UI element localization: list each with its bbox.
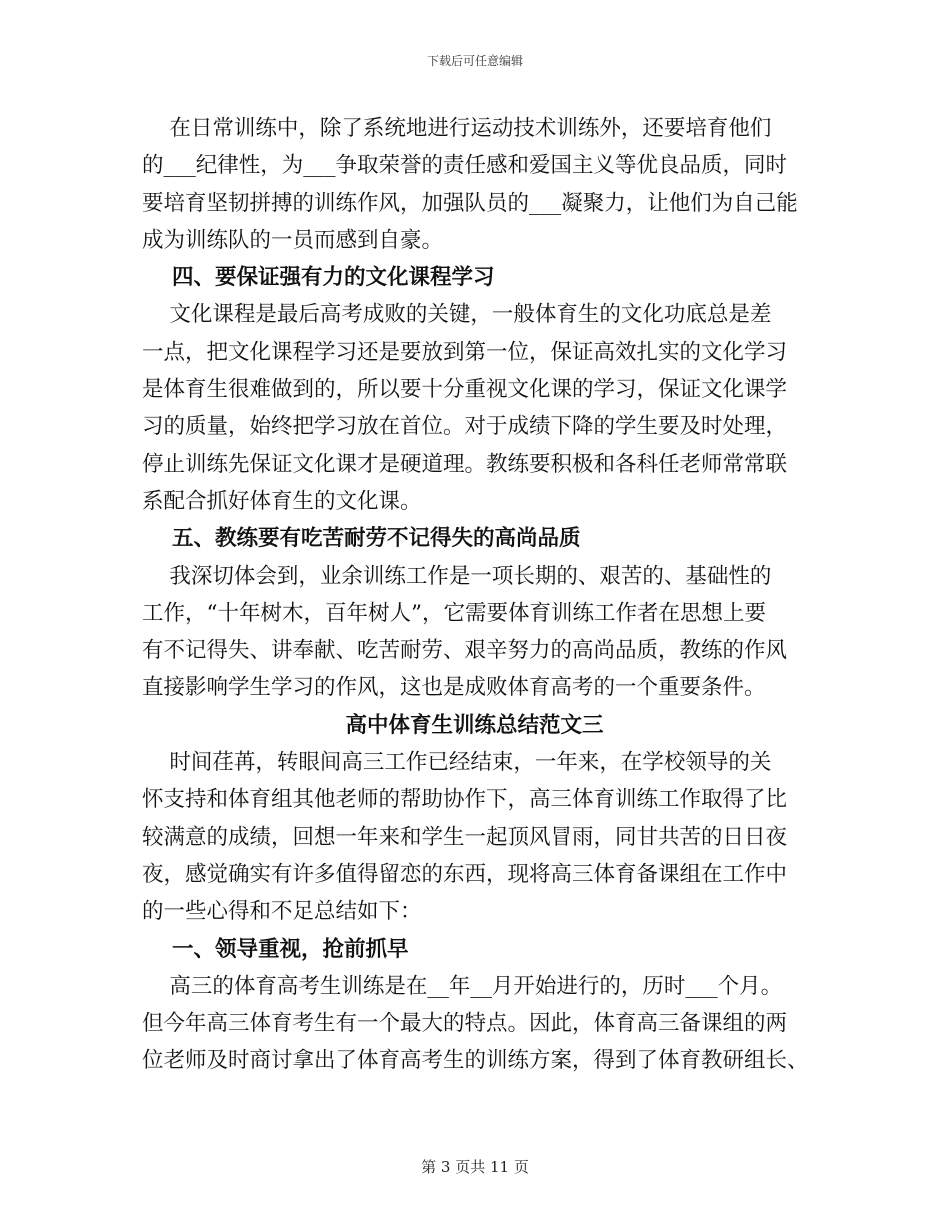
body-text-line: 要培育坚韧拼搏的训练作风，加强队员的___凝聚力，让他们为自己能 — [142, 190, 798, 216]
body-text-line: 高三的体育高考生训练是在__年__月开始进行的，历时___个月。 — [142, 973, 783, 999]
body-text-line: 的___纪律性，为___争取荣誉的责任感和爱国主义等优良品质，同时 — [142, 153, 788, 179]
body-text-line: 是体育生很难做到的，所以要十分重视文化课的学习，保证文化课学 — [142, 377, 788, 403]
section-heading: 一、领导重视，抢前抓早 — [142, 936, 409, 962]
body-text-line: 有不记得失、讲奉献、吃苦耐劳、艰辛努力的高尚品质，教练的作风 — [142, 638, 788, 664]
body-text-line: 夜，感觉确实有许多值得留恋的东西，现将高三体育备课组在工作中 — [142, 861, 788, 887]
body-text-line: 但今年高三体育考生有一个最大的特点。因此，体育高三备课组的两 — [142, 1011, 788, 1037]
body-text-line: 位老师及时商讨拿出了体育高考生的训练方案，得到了体育教研组长、 — [142, 1048, 809, 1074]
body-text-line: 文化课程是最后高考成败的关键，一般体育生的文化功底总是差 — [142, 302, 772, 328]
body-text-line: 较满意的成绩，回想一年来和学生一起顶风冒雨，同甘共苦的日日夜 — [142, 824, 788, 850]
document-body — [142, 110, 807, 1080]
section-title: 高中体育生训练总结范文三 — [345, 712, 604, 738]
body-text-line: 习的质量，始终把学习放在首位。对于成绩下降的学生要及时处理， — [142, 414, 788, 440]
body-text-line: 在日常训练中，除了系统地进行运动技术训练外，还要培育他们 — [142, 116, 772, 141]
body-text-line: 一点，把文化课程学习还是要放到第一位，保证高效扎实的文化学习 — [142, 339, 788, 365]
section-heading: 五、教练要有吃苦耐劳不记得失的高尚品质 — [142, 526, 581, 552]
body-text-line: 怀支持和体育组其他老师的帮助协作下，高三体育训练工作取得了比 — [142, 787, 788, 813]
section-heading: 四、要保证强有力的文化课程学习 — [142, 265, 495, 291]
body-text-line: 直接影响学生学习的作风，这也是成败体育高考的一个重要条件。 — [142, 675, 766, 701]
body-text-line: 停止训练先保证文化课才是硬道理。教练要积极和各科任老师常常联 — [142, 451, 788, 477]
body-text-line: 成为训练队的一员而感到自豪。 — [142, 227, 444, 253]
body-text-line: 系配合抓好体育生的文化课。 — [142, 488, 422, 514]
page-header: 下载后可任意编辑 — [426, 54, 523, 68]
body-text-line: 我深切体会到，业余训练工作是一项长期的、艰苦的、基础性的 — [142, 563, 772, 589]
page-footer: 第 3 页共 11 页 — [421, 1158, 529, 1176]
body-text-line: 的一些心得和不足总结如下： — [142, 899, 422, 925]
body-text-line: 时间荏苒，转眼间高三工作已经结束，一年来，在学校领导的关 — [142, 750, 772, 776]
body-text-line: 工作，“十年树木，百年树人”，它需要体育训练工作者在思想上要 — [142, 600, 766, 626]
